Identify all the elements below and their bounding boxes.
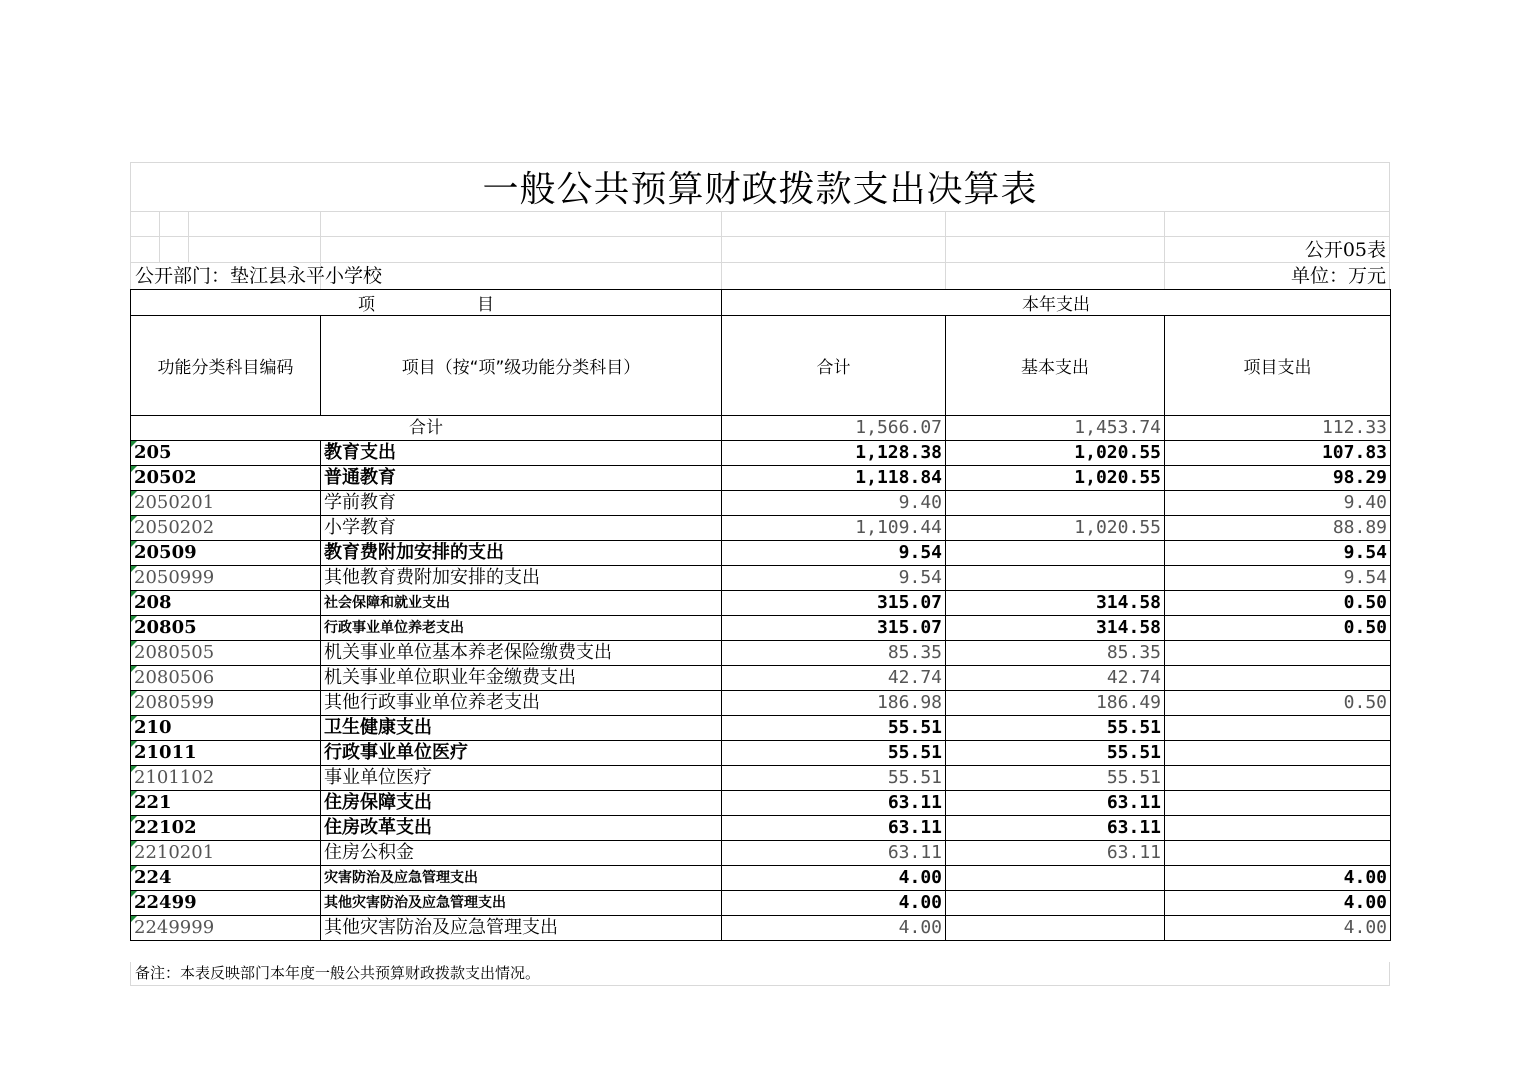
row-name: 事业单位医疗: [321, 766, 722, 791]
row-total: 1,109.44: [722, 516, 946, 541]
gridline: [130, 985, 1390, 986]
row-project: 98.29: [1165, 466, 1391, 491]
row-basic: 42.74: [946, 666, 1165, 691]
row-code: 2080506: [131, 666, 321, 691]
row-total: 4.00: [722, 866, 946, 891]
row-basic: 63.11: [946, 816, 1165, 841]
row-name: 行政事业单位医疗: [321, 741, 722, 766]
row-code: 2249999: [131, 916, 321, 941]
row-basic: 55.51: [946, 741, 1165, 766]
row-total: 4.00: [722, 916, 946, 941]
row-project: [1165, 766, 1391, 791]
row-name: 机关事业单位职业年金缴费支出: [321, 666, 722, 691]
row-total: 55.51: [722, 741, 946, 766]
row-name: 住房改革支出: [321, 816, 722, 841]
row-total: 9.54: [722, 541, 946, 566]
table-row: [131, 666, 1391, 691]
table-row: [131, 691, 1391, 716]
table-row: [131, 791, 1391, 816]
gridline: [130, 262, 1390, 263]
row-name: 机关事业单位基本养老保险缴费支出: [321, 641, 722, 666]
budget-sheet: [130, 162, 1390, 986]
row-code: 20502: [131, 466, 321, 491]
row-code: 2050201: [131, 491, 321, 516]
row-project: [1165, 791, 1391, 816]
row-code: 22499: [131, 891, 321, 916]
row-project: [1165, 716, 1391, 741]
row-project: 9.54: [1165, 566, 1391, 591]
total-basic: 1,453.74: [946, 416, 1165, 441]
row-total: 42.74: [722, 666, 946, 691]
row-total: 63.11: [722, 841, 946, 866]
row-code: 210: [131, 716, 321, 741]
row-total: 55.51: [722, 766, 946, 791]
row-total: 1,128.38: [722, 441, 946, 466]
unit-label: 单位：万元: [1290, 265, 1386, 287]
table-row: [131, 491, 1391, 516]
gridline: [130, 962, 131, 986]
table-row: [131, 841, 1391, 866]
row-name: 其他行政事业单位养老支出: [321, 691, 722, 716]
row-total: 63.11: [722, 816, 946, 841]
row-total: 63.11: [722, 791, 946, 816]
row-basic: 1,020.55: [946, 441, 1165, 466]
row-code: 2050202: [131, 516, 321, 541]
row-project: 4.00: [1165, 891, 1391, 916]
row-basic: [946, 866, 1165, 891]
table-row: [131, 866, 1391, 891]
row-project: 9.54: [1165, 541, 1391, 566]
row-name: 小学教育: [321, 516, 722, 541]
row-total: 4.00: [722, 891, 946, 916]
form-number: 公开05表: [1304, 239, 1386, 261]
row-total: 315.07: [722, 616, 946, 641]
table-row: [131, 741, 1391, 766]
row-name: 其他灾害防治及应急管理支出: [321, 916, 722, 941]
row-name: 普通教育: [321, 466, 722, 491]
row-project: 0.50: [1165, 616, 1391, 641]
department-label: 公开部门：垫江县永平小学校: [135, 265, 383, 287]
row-basic: [946, 566, 1165, 591]
row-basic: [946, 891, 1165, 916]
gridline: [1164, 211, 1165, 289]
row-name: 住房保障支出: [321, 791, 722, 816]
header-code: 功能分类科目编码: [131, 316, 321, 416]
row-total: 1,118.84: [722, 466, 946, 491]
row-project: [1165, 666, 1391, 691]
row-project: 4.00: [1165, 866, 1391, 891]
row-name: 社会保障和就业支出: [321, 591, 722, 616]
row-name: 学前教育: [321, 491, 722, 516]
row-name: 其他灾害防治及应急管理支出: [321, 891, 722, 916]
row-basic: 314.58: [946, 616, 1165, 641]
row-code: 21011: [131, 741, 321, 766]
row-basic: 314.58: [946, 591, 1165, 616]
table-row: [131, 591, 1391, 616]
row-code: 2080599: [131, 691, 321, 716]
header-current-year: 本年支出: [722, 290, 1391, 316]
row-total: 9.54: [722, 566, 946, 591]
table-row: [131, 466, 1391, 491]
row-basic: 55.51: [946, 716, 1165, 741]
footnote: 备注：本表反映部门本年度一般公共预算财政拨款支出情况。: [135, 964, 541, 982]
table-row: [131, 766, 1391, 791]
row-project: [1165, 641, 1391, 666]
row-basic: 55.51: [946, 766, 1165, 791]
table-row: [131, 541, 1391, 566]
row-code: 20509: [131, 541, 321, 566]
row-project: 88.89: [1165, 516, 1391, 541]
row-name: 行政事业单位养老支出: [321, 616, 722, 641]
total-label: 合计: [131, 416, 722, 441]
header-project-expense: 项目支出: [1165, 316, 1391, 416]
row-name: 住房公积金: [321, 841, 722, 866]
row-code: 205: [131, 441, 321, 466]
row-code: 2080505: [131, 641, 321, 666]
row-total: 315.07: [722, 591, 946, 616]
row-basic: [946, 541, 1165, 566]
row-basic: 1,020.55: [946, 516, 1165, 541]
gridline: [945, 211, 946, 289]
row-code: 2050999: [131, 566, 321, 591]
row-code: 224: [131, 866, 321, 891]
row-basic: 63.11: [946, 841, 1165, 866]
table-row: [131, 616, 1391, 641]
row-project: [1165, 841, 1391, 866]
row-code: 20805: [131, 616, 321, 641]
gridline: [1389, 962, 1390, 986]
row-name: 其他教育费附加安排的支出: [321, 566, 722, 591]
header-total: 合计: [722, 316, 946, 416]
row-code: 2210201: [131, 841, 321, 866]
row-total: 9.40: [722, 491, 946, 516]
row-project: 0.50: [1165, 691, 1391, 716]
header-basic: 基本支出: [946, 316, 1165, 416]
row-project: [1165, 741, 1391, 766]
row-basic: [946, 491, 1165, 516]
total-row: [131, 416, 1391, 441]
table-row: [131, 916, 1391, 941]
row-name: 灾害防治及应急管理支出: [321, 866, 722, 891]
row-total: 85.35: [722, 641, 946, 666]
table-row: [131, 441, 1391, 466]
row-name: 教育支出: [321, 441, 722, 466]
row-code: 208: [131, 591, 321, 616]
expenditure-table: [130, 289, 1391, 941]
row-project: 9.40: [1165, 491, 1391, 516]
row-code: 22102: [131, 816, 321, 841]
row-project: 4.00: [1165, 916, 1391, 941]
header-project: 项 目: [131, 290, 722, 316]
total-project: 112.33: [1165, 416, 1391, 441]
table-row: [131, 891, 1391, 916]
page-title: 一般公共预算财政拨款支出决算表: [482, 169, 1038, 210]
row-basic: 186.49: [946, 691, 1165, 716]
row-basic: 85.35: [946, 641, 1165, 666]
row-basic: 1,020.55: [946, 466, 1165, 491]
row-name: 教育费附加安排的支出: [321, 541, 722, 566]
row-total: 186.98: [722, 691, 946, 716]
total-amount: 1,566.07: [722, 416, 946, 441]
row-project: 107.83: [1165, 441, 1391, 466]
row-total: 55.51: [722, 716, 946, 741]
table-row: [131, 641, 1391, 666]
row-basic: 63.11: [946, 791, 1165, 816]
gridline: [159, 211, 160, 262]
row-code: 221: [131, 791, 321, 816]
row-project: 0.50: [1165, 591, 1391, 616]
gridline: [130, 236, 1390, 237]
table-row: [131, 516, 1391, 541]
row-name: 卫生健康支出: [321, 716, 722, 741]
table-row: [131, 816, 1391, 841]
table-row: [131, 716, 1391, 741]
row-basic: [946, 916, 1165, 941]
row-project: [1165, 816, 1391, 841]
row-code: 2101102: [131, 766, 321, 791]
gridline: [188, 211, 189, 262]
table-row: [131, 566, 1391, 591]
header-item: 项目（按“项”级功能分类科目）: [321, 316, 722, 416]
gridline: [721, 211, 722, 289]
